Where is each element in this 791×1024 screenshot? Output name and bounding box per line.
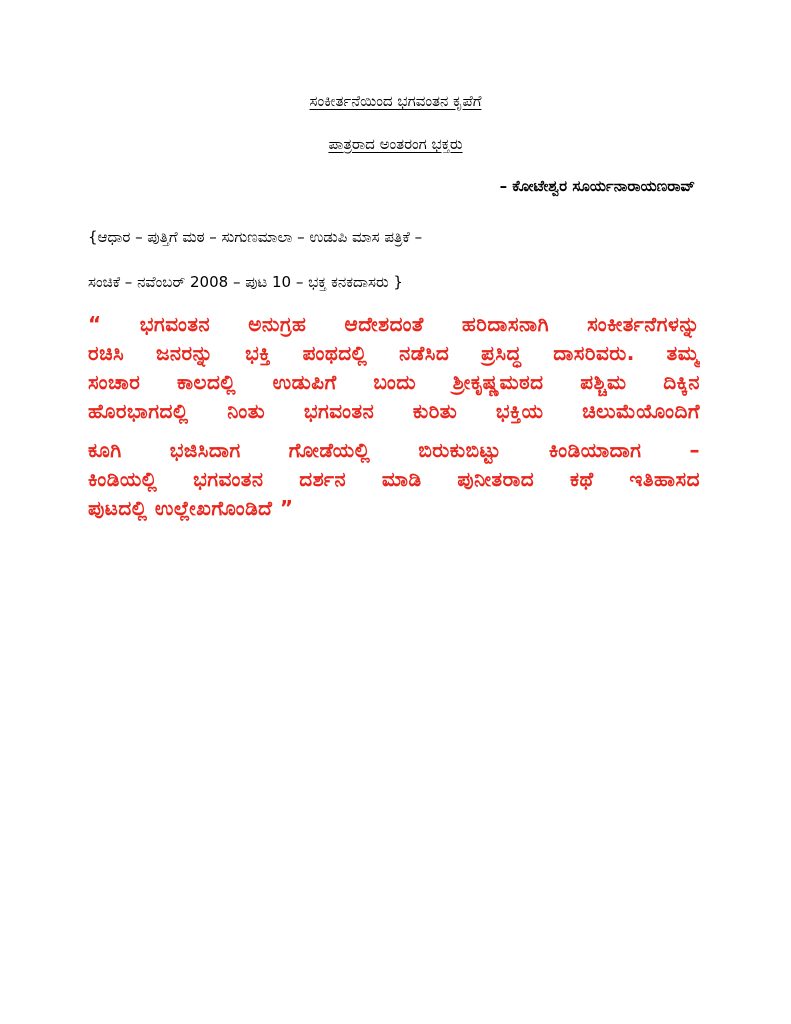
quote-paragraph-1 xyxy=(88,310,700,426)
reference-line-1: {ಆಧಾರ – ಪುತ್ತಿಗೆ ಮಠ – ಸುಗುಣಮಾಲಾ – ಉಡುಪಿ ಮಾಸ ಪತ್ರಿಕೆ – xyxy=(88,228,423,246)
quote-line: ಹೊರಭಾಗದಲ್ಲಿ ನಿಂತು ಭಗವಂತನ ಕುರಿತು ಭಕ್ತಿಯ ಚಿಲುಮೆಯೊಂದಿಗೆ xyxy=(88,399,700,423)
reference-line-2: ಸಂಚಿಕೆ – ನವೆಂಬರ್ 2008 – ಪುಟ 10 – ಭಕ್ತ ಕನಕದಾಸರು } xyxy=(88,273,403,291)
quote-line: ಪುಟದಲ್ಲಿ ಉಲ್ಲೇಖಗೊಂಡಿದೆ ” xyxy=(88,496,294,520)
author-line: – ಕೋಟೇಶ್ವರ ಸೂರ್ಯನಾರಾಯಣರಾವ್ xyxy=(499,177,695,195)
quote-line: “ ಭಗವಂತನ ಅನುಗ್ರಹ ಆದೇಶದಂತೆ ಹರಿದಾಸನಾಗಿ ಸಂಕೀರ್ತನೆಗಳನ್ನು xyxy=(88,312,700,336)
quote-line: ಕಿಂಡಿಯಲ್ಲಿ ಭಗವಂತನ ದರ್ಶನ ಮಾಡಿ ಪುನೀತರಾದ ಕಥೆ ಇತಿಹಾಸದ xyxy=(88,467,700,491)
quote-line: ಸಂಚಾರ ಕಾಲದಲ್ಲಿ ಉಡುಪಿಗೆ ಬಂದು ಶ್ರೀಕೃಷ್ಣಮಠದ ಪಶ್ಚಿಮ ದಿಕ್ಕಿನ xyxy=(88,370,700,394)
quote-line: ರಚಿಸಿ ಜನರನ್ನು ಭಕ್ತಿ ಪಂಥದಲ್ಲಿ ನಡೆಸಿದ ಪ್ರಸಿದ್ಧ ದಾಸರಿವರು. ತಮ್ಮ xyxy=(88,341,700,365)
document-title-line-2: ಪಾತ್ರರಾದ ಅಂತರಂಗ ಭಕ್ತರು xyxy=(328,135,463,153)
quote-line: ಕೂಗಿ ಭಜಿಸಿದಾಗ ಗೋಡೆಯಲ್ಲಿ ಬಿರುಕುಬಿಟ್ಟು ಕಿಂಡಿಯಾದಾಗ – xyxy=(88,438,700,462)
quote-paragraph-2 xyxy=(88,436,700,523)
document-title-line-1: ಸಂಕೀರ್ತನೆಯಿಂದ ಭಗವಂತನ ಕೃಪೆಗೆ xyxy=(309,92,482,110)
